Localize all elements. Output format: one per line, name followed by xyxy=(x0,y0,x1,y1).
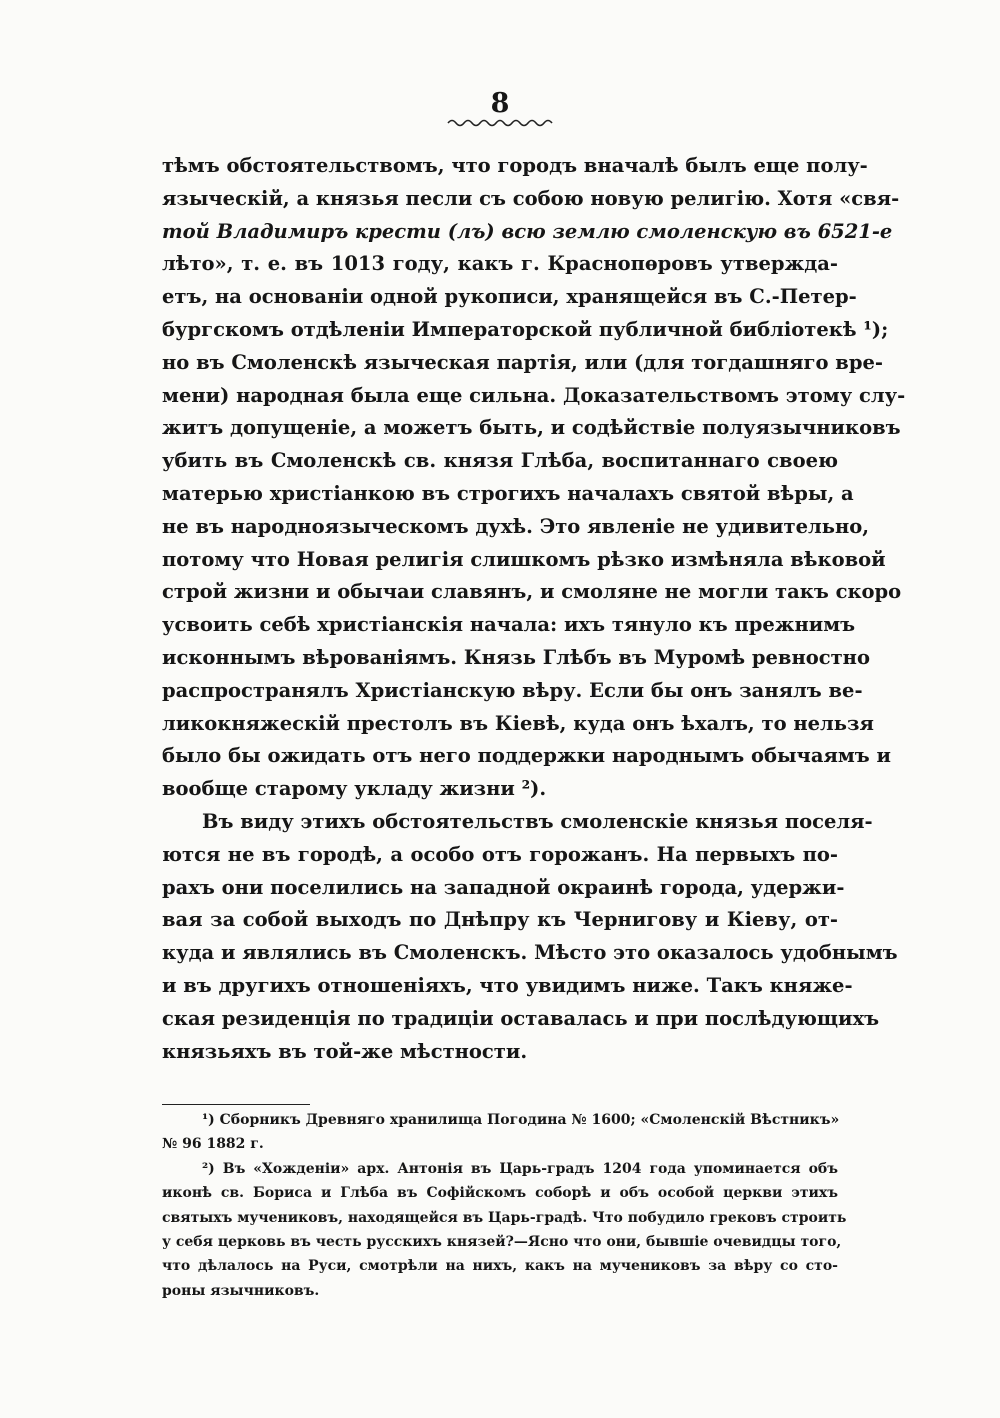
text-line: Въ виду этихъ обстоятельствъ смоленскіе князья поселя- xyxy=(202,809,873,833)
text-line: той Владимиръ крести (лъ) всю землю смоленскую въ 6521-е xyxy=(162,219,893,243)
text-line: куда и являлись въ Смоленскъ. Мѣсто это оказалось удобнымъ xyxy=(162,941,898,965)
text-line: матерью христіанкою въ строгихъ началахъ святой вѣры, а xyxy=(162,481,854,505)
text-line: бургскомъ отдѣленіи Императорской публичной библіотекѣ ¹); xyxy=(162,317,889,341)
text-line: етъ, на основаніи одной рукописи, хранящейся въ С.-Петер- xyxy=(162,285,857,309)
text-line: ская резиденція по традиціи оставалась и при послѣдующихъ xyxy=(162,1006,880,1030)
text-line: вообще старому укладу жизни ²). xyxy=(162,777,547,801)
text-line: усвоить себѣ христіанскія начала: ихъ тянуло къ прежнимъ xyxy=(162,613,856,637)
text-line: тѣмъ обстоятельствомъ, что городъ вначалѣ былъ еще полу- xyxy=(162,154,868,177)
text-line: князьяхъ въ той-же мѣстности. xyxy=(162,1039,528,1063)
text-line: вая за собой выходъ по Днѣпру къ Чернигову и Кіеву, от- xyxy=(162,908,838,932)
paragraph-1 xyxy=(162,150,906,806)
footnote-line: что дѣлалось на Руси, смотрѣли на нихъ, какъ на мучениковъ за вѣру со сто- xyxy=(162,1258,838,1275)
text-line: мени) народная была еще сильна. Доказательствомъ этому слу- xyxy=(162,383,906,407)
paragraph-2 xyxy=(162,806,898,1068)
footnote-line: ¹) Сборникъ Древняго хранилища Погодина № 1600; «Смоленскій Вѣстникъ» xyxy=(202,1112,840,1128)
text-line: ются не въ городѣ, а особо отъ горожанъ. На первыхъ по- xyxy=(162,842,838,866)
text-line: житъ допущеніе, а можетъ быть, и содѣйствіе полуязычниковъ xyxy=(162,416,901,440)
body-text xyxy=(162,150,906,1068)
text-line: но въ Смоленскѣ языческая партія, или (для тогдашняго вре- xyxy=(162,350,883,374)
text-line: потому что Новая религія слишкомъ рѣзко измѣняла вѣковой xyxy=(162,547,886,571)
footnotes xyxy=(162,1108,847,1303)
text-line: лѣто», т. е. въ 1013 году, какъ г. Краснопѳровъ утвержда- xyxy=(162,252,838,276)
text-line: не въ народноязыческомъ духѣ. Это явленіе не удивительно, xyxy=(162,514,870,538)
footnote-line: роны язычниковъ. xyxy=(162,1282,320,1299)
text-line: и въ другихъ отношеніяхъ, что увидимъ ниже. Такъ княже- xyxy=(162,973,853,997)
text-line: исконнымъ вѣрованіямъ. Князь Глѣбъ въ Муромѣ ревностно xyxy=(162,645,870,669)
text-line: распространялъ Христіанскую вѣру. Если бы онъ занялъ ве- xyxy=(162,678,863,702)
footnote-divider xyxy=(162,1104,310,1105)
text-line: убить въ Смоленскѣ св. князя Глѣба, воспитаннаго своею xyxy=(162,449,838,473)
footnote-line: иконѣ св. Бориса и Глѣба въ Софійскомъ соборѣ и объ особой церкви этихъ xyxy=(162,1185,838,1202)
footnote-line: ²) Въ «Хожденіи» арх. Антонія въ Царь-градъ 1204 года упоминается объ xyxy=(202,1160,838,1177)
text-line: строй жизни и обычаи славянъ, и смоляне не могли такъ скоро xyxy=(162,580,902,604)
page-number: 8 xyxy=(490,88,510,119)
footnote-line: святыхъ мучениковъ, находящейся въ Царь-градѣ. Что побудило грековъ строить xyxy=(162,1209,847,1226)
footnote-line: у себя церковь въ честь русскихъ князей?—Ясно что они, бывшіе очевидцы того, xyxy=(162,1234,842,1251)
text-line: языческій, а князья песли съ собою новую религію. Хотя «свя- xyxy=(162,186,900,210)
wave-ornament xyxy=(446,117,554,129)
text-line: было бы ожидать отъ него поддержки народнымъ обычаямъ и xyxy=(162,744,892,768)
footnote-line: № 96 1882 г. xyxy=(162,1136,264,1153)
text-line: ликокняжескій престолъ въ Кіевѣ, куда онъ ѣхалъ, то нельзя xyxy=(162,711,874,735)
text-line: рахъ они поселились на западной окраинѣ города, удержи- xyxy=(162,875,845,899)
